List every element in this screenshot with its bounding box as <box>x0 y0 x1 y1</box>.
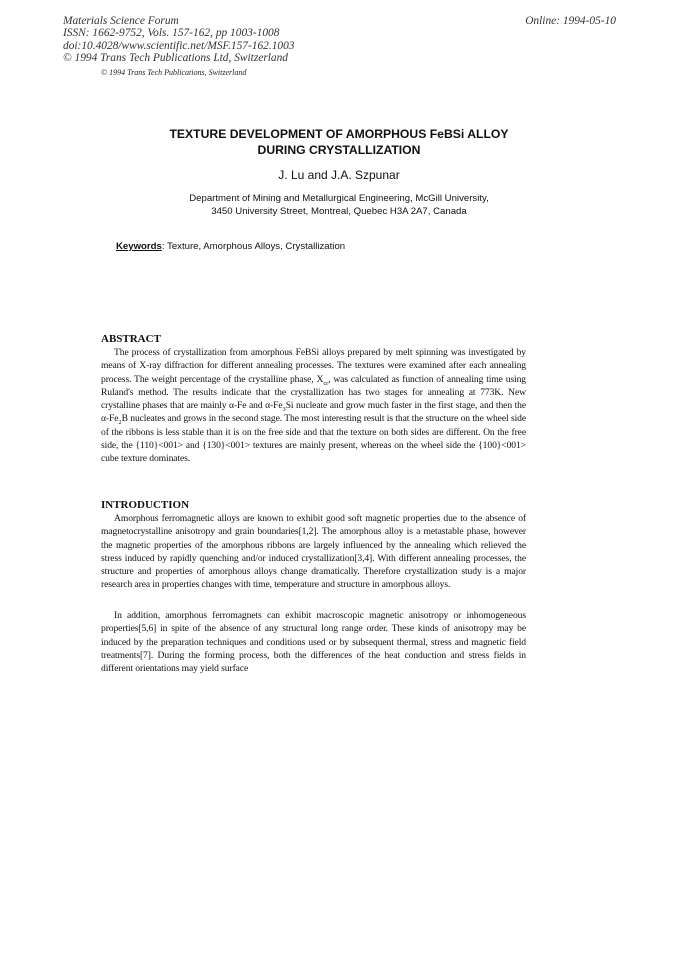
journal-name: Materials Science Forum <box>63 15 179 27</box>
paper-title <box>100 126 578 158</box>
issn-line: ISSN: 1662-9752, Vols. 157-162, pp 1003-1008 <box>63 27 280 40</box>
keywords-label: Keywords <box>116 241 162 252</box>
affiliation <box>100 193 578 218</box>
introduction-paragraph-1: Amorphous ferromagnetic alloys are known to exhibit good soft magnetic properties due to the absence of magnetocrystalline anisotropy and grain boundaries[1,2]. The amorphous alloy is a metastable phase, however the magnetic properties of the amorphous ribbons are largely influenced by the annealing which relieved the stress induced by rapidly quenching and/or induced crystallization[3,4]. With different annealing processes, the structure and properties of amorphous alloys change dramatically. Therefore crystallization study is a major research area in properties changes with time, temperature and structure in amorphous alloys. <box>101 513 526 591</box>
title-line-1: TEXTURE DEVELOPMENT OF AMORPHOUS FeBSi ALLOY <box>169 127 509 141</box>
affiliation-line-1: Department of Mining and Metallurgical Engineering, McGill University, <box>189 193 489 204</box>
title-line-2: DURING CRYSTALLIZATION <box>257 143 421 157</box>
publisher-copyright: © 1994 Trans Tech Publications Ltd, Switzerland <box>63 52 288 65</box>
keywords <box>116 241 345 252</box>
introduction-paragraph-2: In addition, amorphous ferromagnets can exhibit macroscopic magnetic anisotropy or inhomogeneous properties[5,6] in spite of the absence of any structural long range order. These kinds of anisotropy may be induced by the preparation techniques and conditions used or by subsequent thermal, stress and magnetic field treatments[7]. During the forming process, both the differences of the heat conduction and stress fields in different orientations may yield surface <box>101 610 526 675</box>
introduction-heading: INTRODUCTION <box>101 499 190 511</box>
abstract-paragraph: The process of crystallization from amorphous FeBSi alloys prepared by melt spinning was investigated by means of X-ray diffraction for different annealing processes. The textures were examined after each annealing process. The weight percentage of the crystalline phase, $X_{cr}$, was calculated as function of annealing time using Ruland's method. The results indicate that the crystallization has two stages for annealing at 773K. New crystalline phases that are mainly α-Fe and $\alpha-Fe_3Si$ nucleate and grow much faster in the first stage, and then the $\alpha-Fe_2B$ nucleates and grows in the second stage. The most interesting result is that the structure on the wheel side of the ribbons is less stable than it is on the free side and that the texture on both sides are different. On the free side, the {110}<001> and {130}<001> textures are mainly present, whereas on the wheel side the {100}<001> cube texture dominates. <box>101 347 527 465</box>
authors: J. Lu and J.A. Szpunar <box>278 168 400 182</box>
online-date: Online: 1994-05-10 <box>525 15 616 27</box>
affiliation-line-2: 3450 University Street, Montreal, Quebec H3A 2A7, Canada <box>211 205 467 217</box>
keywords-list: : Texture, Amorphous Alloys, Crystallization <box>161 241 346 252</box>
abstract-heading: ABSTRACT <box>101 333 161 345</box>
small-copyright: © 1994 Trans Tech Publications, Switzerland <box>101 68 247 77</box>
journal-metadata <box>63 15 295 65</box>
doi-link[interactable]: doi:10.4028/www.scientific.net/MSF.157-162.1003 <box>63 39 295 52</box>
